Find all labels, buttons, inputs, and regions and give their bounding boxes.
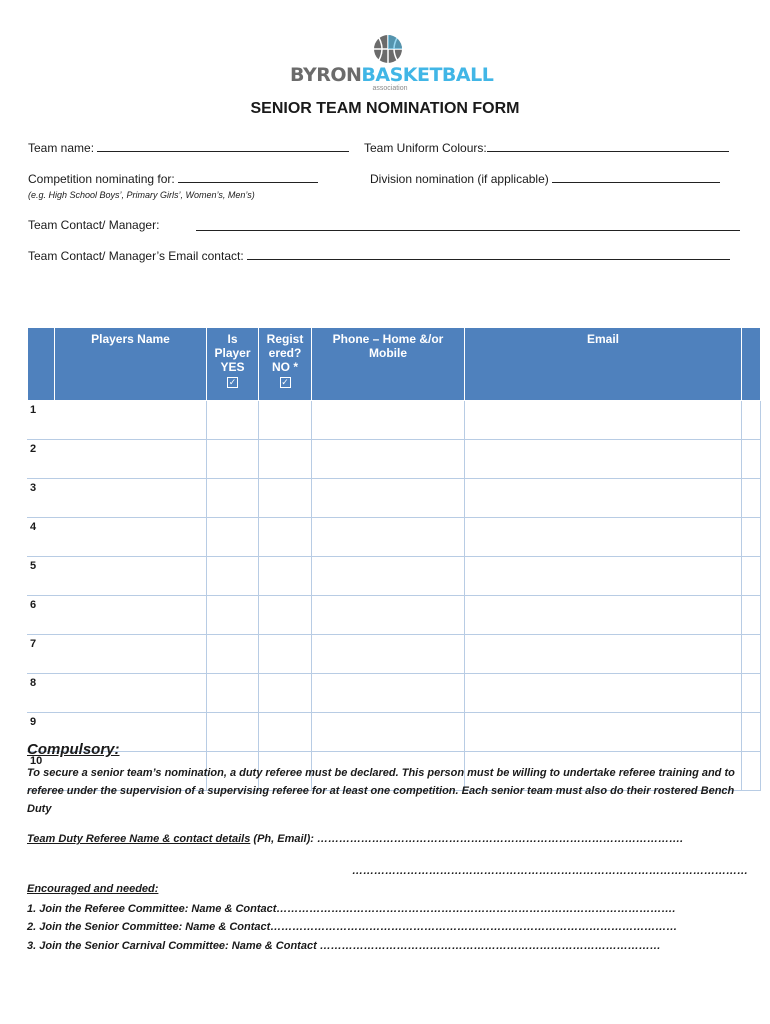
email-label: Team Contact/ Manager’s Email contact:	[28, 249, 244, 263]
competition-hint: (e.g. High School Boys’, Primary Girls’, Women’s, Men’s)	[28, 190, 255, 200]
division-label: Division nomination (if applicable)	[370, 172, 549, 186]
is-player-header: Is Player YES ✓	[207, 328, 259, 401]
form-title: SENIOR TEAM NOMINATION FORM	[250, 100, 520, 117]
extra-header	[742, 328, 761, 401]
registered-cell[interactable]	[259, 401, 312, 440]
referee-row	[27, 833, 683, 845]
row-number: 4	[28, 518, 55, 557]
contact-field[interactable]	[196, 220, 740, 231]
row-number: 5	[28, 557, 55, 596]
email-cell[interactable]	[465, 674, 742, 713]
email-header: Email	[465, 328, 742, 401]
phone-cell[interactable]	[312, 440, 465, 479]
extra-cell[interactable]	[742, 401, 761, 440]
registered-cell[interactable]	[259, 713, 312, 752]
phone-cell[interactable]	[312, 401, 465, 440]
player-name-cell[interactable]	[55, 401, 207, 440]
logo-subtitle: association	[372, 85, 408, 92]
is-player-cell[interactable]	[207, 479, 259, 518]
registered-header: Regist ered? NO * ✓	[259, 328, 312, 401]
checkbox-checked-icon: ✓	[281, 377, 289, 387]
is-player-cell[interactable]	[207, 440, 259, 479]
table-row	[28, 713, 761, 752]
table-row	[28, 440, 761, 479]
encouraged-item-senior[interactable]: 2. Join the Senior Committee: Name & Contact…………………………………………………………………………………………………	[27, 921, 678, 933]
player-name-cell[interactable]	[55, 635, 207, 674]
row-number: 7	[28, 635, 55, 674]
row-number: 3	[28, 479, 55, 518]
compulsory-title: Compulsory:	[27, 741, 120, 758]
registered-cell[interactable]	[259, 557, 312, 596]
row-number: 10	[28, 752, 55, 791]
logo	[290, 34, 494, 94]
table-header-row	[28, 328, 761, 401]
division-field[interactable]	[552, 172, 720, 183]
table-row	[28, 401, 761, 440]
is-player-cell[interactable]	[207, 557, 259, 596]
team-name-row	[28, 141, 349, 155]
row-number: 6	[28, 596, 55, 635]
player-name-cell[interactable]	[55, 596, 207, 635]
team-uniform-label: Team Uniform Colours:	[364, 141, 487, 155]
table-row	[28, 635, 761, 674]
email-cell[interactable]	[465, 635, 742, 674]
team-name-field[interactable]	[97, 141, 349, 152]
logo-wordmark: BYRONBASKETBALL	[290, 64, 494, 86]
table-row	[28, 518, 761, 557]
extra-cell[interactable]	[742, 518, 761, 557]
competition-row	[28, 172, 318, 186]
phone-cell[interactable]	[312, 557, 465, 596]
extra-cell[interactable]	[742, 713, 761, 752]
is-player-cell[interactable]	[207, 635, 259, 674]
basketball-icon	[370, 34, 406, 64]
extra-cell[interactable]	[742, 674, 761, 713]
email-cell[interactable]	[465, 401, 742, 440]
contact-label: Team Contact/ Manager:	[28, 218, 160, 232]
division-row	[370, 172, 720, 186]
email-cell[interactable]	[465, 713, 742, 752]
phone-cell[interactable]	[312, 518, 465, 557]
row-number: 8	[28, 674, 55, 713]
is-player-cell[interactable]	[207, 596, 259, 635]
email-row	[28, 249, 730, 263]
team-uniform-field[interactable]	[487, 141, 729, 152]
checkbox-checked-icon: ✓	[228, 377, 237, 387]
table-row	[28, 596, 761, 635]
player-name-cell[interactable]	[55, 479, 207, 518]
is-player-cell[interactable]	[207, 674, 259, 713]
email-cell[interactable]	[465, 557, 742, 596]
is-player-cell[interactable]	[207, 401, 259, 440]
encouraged-title: Encouraged and needed:	[27, 883, 159, 895]
extra-cell[interactable]	[742, 635, 761, 674]
team-name-label: Team name:	[28, 141, 95, 155]
referee-label: Team Duty Referee Name & contact details	[27, 833, 251, 845]
row-number-header	[28, 328, 55, 401]
player-name-cell[interactable]	[55, 518, 207, 557]
registered-cell[interactable]	[259, 440, 312, 479]
is-player-cell[interactable]	[207, 713, 259, 752]
phone-header: Phone – Home &/or Mobile	[312, 328, 465, 401]
competition-label: Competition nominating for:	[28, 172, 175, 186]
row-number: 9	[28, 713, 55, 752]
table-row	[28, 674, 761, 713]
phone-cell[interactable]	[312, 635, 465, 674]
row-number: 2	[28, 440, 55, 479]
player-name-cell[interactable]	[55, 674, 207, 713]
email-cell[interactable]	[465, 518, 742, 557]
extra-cell[interactable]	[742, 557, 761, 596]
table-row	[28, 479, 761, 518]
phone-cell[interactable]	[312, 713, 465, 752]
referee-field[interactable]: (Ph, Email): ……………………………………………………………………………………….	[250, 833, 684, 845]
competition-field[interactable]	[178, 172, 318, 183]
registered-cell[interactable]	[259, 635, 312, 674]
player-name-cell[interactable]	[55, 557, 207, 596]
table-row	[28, 557, 761, 596]
extra-cell[interactable]	[742, 440, 761, 479]
extra-cell[interactable]	[742, 479, 761, 518]
phone-cell[interactable]	[312, 479, 465, 518]
player-name-cell[interactable]	[55, 440, 207, 479]
players-table	[27, 327, 761, 791]
referee-line2[interactable]: ………………………………………………………………………………………………	[352, 865, 748, 877]
email-cell[interactable]	[465, 596, 742, 635]
email-field[interactable]	[247, 249, 730, 260]
encouraged-item-referee[interactable]: 1. Join the Referee Committee: Name & Contact……………………………………………………………………………………………….	[27, 903, 676, 915]
registered-cell[interactable]	[259, 479, 312, 518]
registered-cell[interactable]	[259, 518, 312, 557]
encouraged-item-carnival[interactable]: 3. Join the Senior Carnival Committee: Name & Contact …………………………………………………………………………………	[27, 940, 661, 952]
compulsory-text: To secure a senior team’s nomination, a duty referee must be declared. This person must be willing to undertake referee training and to referee under the supervision of a supervising referee for at least one competition. Each senior team must also do their rostered Bench Duty	[27, 767, 735, 815]
registered-cell[interactable]	[259, 674, 312, 713]
registered-cell[interactable]	[259, 596, 312, 635]
phone-cell[interactable]	[312, 596, 465, 635]
team-uniform-row	[364, 141, 729, 155]
contact-row	[28, 218, 159, 232]
players-name-header: Players Name	[55, 328, 207, 401]
is-player-cell[interactable]	[207, 518, 259, 557]
email-cell[interactable]	[465, 479, 742, 518]
extra-cell[interactable]	[742, 596, 761, 635]
email-cell[interactable]	[465, 440, 742, 479]
row-number: 1	[28, 401, 55, 440]
phone-cell[interactable]	[312, 674, 465, 713]
